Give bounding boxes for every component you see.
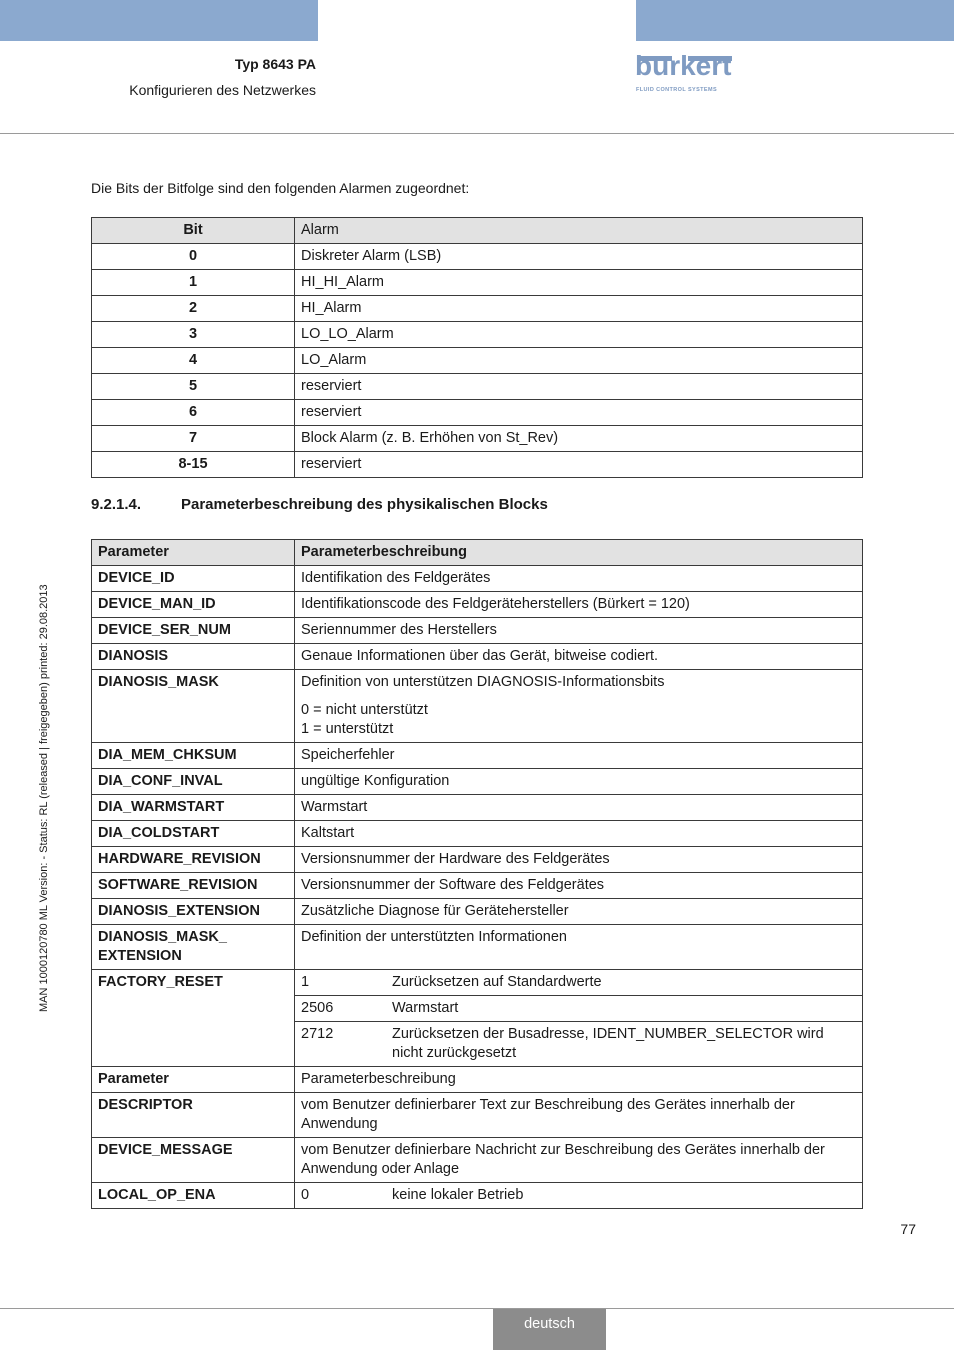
table-row	[92, 899, 863, 925]
param-name: DIANOSIS_MASK	[92, 670, 295, 743]
header-parameter: Parameter	[92, 540, 295, 566]
table-row	[92, 795, 863, 821]
table-subheader-row	[92, 1067, 863, 1093]
param-name: DIANOSIS_EXTENSION	[92, 899, 295, 925]
param-name: DEVICE_ID	[92, 566, 295, 592]
table-row	[92, 1138, 863, 1183]
bit-cell: 3	[92, 322, 295, 348]
bit-alarm-table	[91, 217, 863, 478]
param-desc: Identifikation des Feldgerätes	[295, 566, 863, 592]
param-desc: Warmstart	[295, 795, 863, 821]
param-desc: vom Benutzer definierbarer Text zur Beschreibung des Gerätes innerhalb der Anwendung	[295, 1093, 863, 1138]
page-number: 77	[900, 1221, 916, 1237]
table-row	[92, 1183, 863, 1209]
param-desc: Zusätzliche Diagnose für Gerätehersteller	[295, 899, 863, 925]
param-desc-multi	[295, 670, 863, 743]
param-name: SOFTWARE_REVISION	[92, 873, 295, 899]
option-value: 0	[301, 1187, 310, 1203]
alarm-cell: HI_HI_Alarm	[295, 270, 863, 296]
bit-cell: 5	[92, 374, 295, 400]
param-desc: Definition der unterstützten Informationen	[295, 925, 863, 970]
table-row	[92, 296, 863, 322]
bit-cell: 0	[92, 244, 295, 270]
intro-text: Die Bits der Bitfolge sind den folgenden Alarmen zugeordnet:	[91, 180, 470, 196]
local-op-option	[295, 1183, 863, 1209]
option-value: 1	[301, 974, 310, 990]
option-desc: Zurücksetzen der Busadresse, IDENT_NUMBER_SELECTOR wird nicht zurückgesetzt	[392, 1026, 824, 1061]
factory-reset-options	[295, 970, 863, 1067]
alarm-cell: LO_Alarm	[295, 348, 863, 374]
table-row	[92, 644, 863, 670]
param-name: DIA_COLDSTART	[92, 821, 295, 847]
table-row	[92, 566, 863, 592]
bit-cell: 6	[92, 400, 295, 426]
param-desc: ungültige Konfiguration	[295, 769, 863, 795]
param-desc: Genaue Informationen über das Gerät, bitweise codiert.	[295, 644, 863, 670]
header-band-left	[0, 0, 318, 41]
alarm-cell: Block Alarm (z. B. Erhöhen von St_Rev)	[295, 426, 863, 452]
param-name: DESCRIPTOR	[92, 1093, 295, 1138]
burkert-logo	[635, 50, 736, 96]
alarm-cell: reserviert	[295, 452, 863, 478]
document-title: Typ 8643 PA	[234, 56, 316, 72]
table-row	[92, 743, 863, 769]
section-title: Parameterbeschreibung des physikalischen Blocks	[181, 496, 548, 513]
table-row	[92, 847, 863, 873]
table-header-row	[92, 540, 863, 566]
alarm-cell: LO_LO_Alarm	[295, 322, 863, 348]
option-row	[295, 1022, 862, 1066]
table-row	[92, 618, 863, 644]
bit-cell: 2	[92, 296, 295, 322]
param-name: DIANOSIS	[92, 644, 295, 670]
param-desc: Kaltstart	[295, 821, 863, 847]
option-row	[295, 996, 862, 1022]
param-name: FACTORY_RESET	[92, 970, 295, 1067]
table-row	[92, 400, 863, 426]
table-row	[92, 925, 863, 970]
param-name: DIA_WARMSTART	[92, 795, 295, 821]
table-header-row	[92, 218, 863, 244]
alarm-cell: reserviert	[295, 374, 863, 400]
table-row	[92, 970, 863, 1067]
option-row	[301, 1186, 856, 1205]
header-divider	[0, 133, 954, 134]
table-row	[92, 769, 863, 795]
header-band-right	[636, 0, 954, 41]
option-value: 2712	[301, 1026, 334, 1042]
param-name: DIANOSIS_MASK_ EXTENSION	[92, 925, 295, 970]
table-row	[92, 270, 863, 296]
table-row	[92, 374, 863, 400]
param-desc: Versionsnummer der Software des Feldgerätes	[295, 873, 863, 899]
param-name: LOCAL_OP_ENA	[92, 1183, 295, 1209]
alarm-cell: reserviert	[295, 400, 863, 426]
param-desc: Definition von unterstützen DIAGNOSIS-Informationsbits	[301, 674, 665, 690]
table-row	[92, 348, 863, 374]
subheader-parameter: Parameter	[92, 1067, 295, 1093]
section-number: 9.2.1.4.	[91, 496, 142, 513]
logo-tagline: FLUID CONTROL SYSTEMS	[636, 87, 718, 93]
table-row	[92, 322, 863, 348]
option-desc: Warmstart	[392, 1000, 459, 1016]
bit-cell: 4	[92, 348, 295, 374]
bit-cell: 8-15	[92, 452, 295, 478]
param-desc-line: 0 = nicht unterstützt	[301, 702, 428, 718]
section-heading	[91, 496, 548, 513]
param-desc: Speicherfehler	[295, 743, 863, 769]
option-desc: Zurücksetzen auf Standardwerte	[392, 974, 602, 990]
option-value: 2506	[301, 1000, 334, 1016]
param-name: DEVICE_MAN_ID	[92, 592, 295, 618]
table-row	[92, 821, 863, 847]
table-row	[92, 244, 863, 270]
param-name: DEVICE_MESSAGE	[92, 1138, 295, 1183]
footer-divider	[0, 1308, 954, 1309]
bit-cell: 7	[92, 426, 295, 452]
header-description: Parameterbeschreibung	[295, 540, 863, 566]
document-status-sidebar: MAN 1000120780 ML Version: - Status: RL (released | freigegeben) printed: 29.08.2013	[38, 584, 50, 1012]
parameter-table	[91, 539, 863, 1209]
table-row	[92, 873, 863, 899]
param-desc-line: 1 = unterstützt	[301, 721, 394, 737]
bit-cell: 1	[92, 270, 295, 296]
alarm-cell: HI_Alarm	[295, 296, 863, 322]
language-tab: deutsch	[493, 1309, 606, 1350]
alarm-cell: Diskreter Alarm (LSB)	[295, 244, 863, 270]
header-bit: Bit	[92, 218, 295, 244]
logo-wordmark: bürkert	[635, 50, 732, 81]
param-desc: Identifikationscode des Feldgeräteherstellers (Bürkert = 120)	[295, 592, 863, 618]
table-row	[92, 426, 863, 452]
param-desc: vom Benutzer definierbare Nachricht zur Beschreibung des Gerätes innerhalb der Anwendung oder Anlage	[295, 1138, 863, 1183]
option-row	[295, 970, 862, 996]
table-row	[92, 452, 863, 478]
param-name: HARDWARE_REVISION	[92, 847, 295, 873]
subheader-description: Parameterbeschreibung	[295, 1067, 863, 1093]
option-desc: keine lokaler Betrieb	[392, 1187, 524, 1203]
param-name: DIA_CONF_INVAL	[92, 769, 295, 795]
param-name: DIA_MEM_CHKSUM	[92, 743, 295, 769]
chapter-subtitle: Konfigurieren des Netzwerkes	[129, 82, 316, 98]
table-row	[92, 592, 863, 618]
table-row	[92, 670, 863, 743]
param-desc: Versionsnummer der Hardware des Feldgerätes	[295, 847, 863, 873]
param-desc: Seriennummer des Herstellers	[295, 618, 863, 644]
table-row	[92, 1093, 863, 1138]
header-alarm: Alarm	[295, 218, 863, 244]
param-name: DEVICE_SER_NUM	[92, 618, 295, 644]
